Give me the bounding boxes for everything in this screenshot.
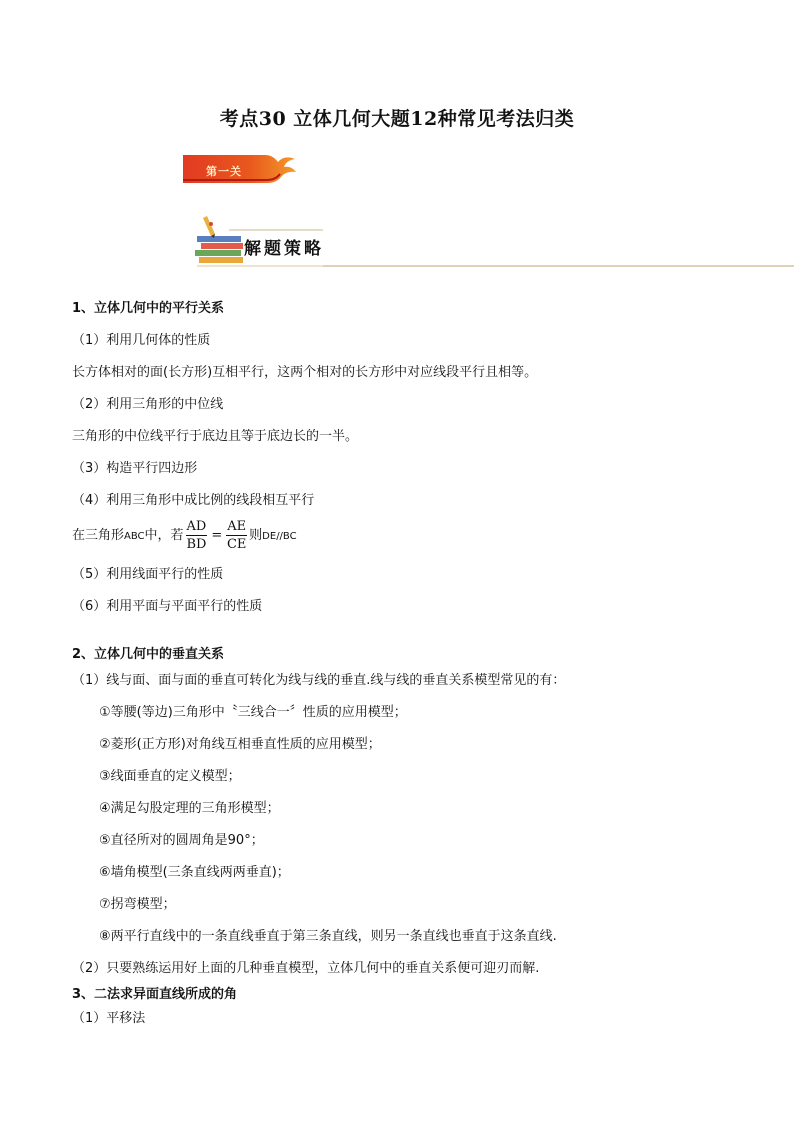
formula-line: [72, 518, 297, 555]
list-item: （1）平移法: [72, 1011, 146, 1026]
list-item: ⑧两平行直线中的一条直线垂直于第三条直线，则另一条直线也垂直于这条直线.: [99, 929, 557, 944]
equals-sign: =: [211, 528, 223, 543]
fraction-ad-bd: [186, 518, 208, 553]
fraction-numerator: AD: [186, 519, 207, 534]
fraction-ae-ce: [226, 518, 247, 553]
list-item: （5）利用线面平行的性质: [72, 567, 224, 582]
list-item: （2）利用三角形的中位线: [72, 397, 224, 412]
paragraph: 长方体相对的面(长方形)互相平行，这两个相对的长方形中对应线段平行且相等。: [72, 365, 538, 380]
list-item: ③线面垂直的定义模型；: [99, 769, 241, 784]
page-title: 考点30 立体几何大题12种常见考法归类: [219, 108, 575, 130]
list-item: ⑤直径所对的圆周角是90°；: [99, 833, 264, 848]
strategy-label: 解题策略: [244, 239, 324, 259]
list-item: （4）利用三角形中成比例的线段相互平行: [72, 493, 315, 508]
list-item: ⑥墙角模型(三条直线两两垂直)；: [99, 865, 290, 880]
formula-result: DE//BC: [262, 531, 297, 542]
paragraph: （1）线与面、面与面的垂直可转化为线与线的垂直.线与线的垂直关系模型常见的有：: [72, 673, 566, 688]
section-heading: 1、立体几何中的平行关系: [72, 301, 225, 316]
formula-mid: 中，若: [144, 528, 184, 543]
paragraph: （2）只要熟练运用好上面的几种垂直模型，立体几何中的垂直关系便可迎刃而解.: [72, 961, 540, 976]
section-heading: 2、立体几何中的垂直关系: [72, 647, 225, 662]
list-item: （6）利用平面与平面平行的性质: [72, 599, 263, 614]
banner-label: 第一关: [206, 165, 242, 178]
triangle-name: ABC: [124, 531, 145, 542]
list-item: （1）利用几何体的性质: [72, 333, 211, 348]
list-item: （3）构造平行四边形: [72, 461, 198, 476]
fraction-numerator: AE: [227, 519, 247, 534]
list-item: ⑦拐弯模型；: [99, 897, 176, 912]
list-item: ④满足勾股定理的三角形模型；: [99, 801, 280, 816]
section-heading: 3、二法求异面直线所成的角: [72, 987, 238, 1002]
fraction-denominator: CE: [226, 537, 247, 552]
paragraph: 三角形的中位线平行于底边且等于底边长的一半。: [72, 429, 359, 444]
list-item: ②菱形(正方形)对角线互相垂直性质的应用模型；: [99, 737, 381, 752]
formula-prefix: 在三角形: [72, 528, 125, 543]
formula-then: 则: [249, 528, 263, 543]
fraction-denominator: BD: [186, 537, 207, 552]
list-item: ①等腰(等边)三角形中〝三线合一〞性质的应用模型；: [99, 705, 407, 720]
books-icon: [195, 216, 243, 263]
